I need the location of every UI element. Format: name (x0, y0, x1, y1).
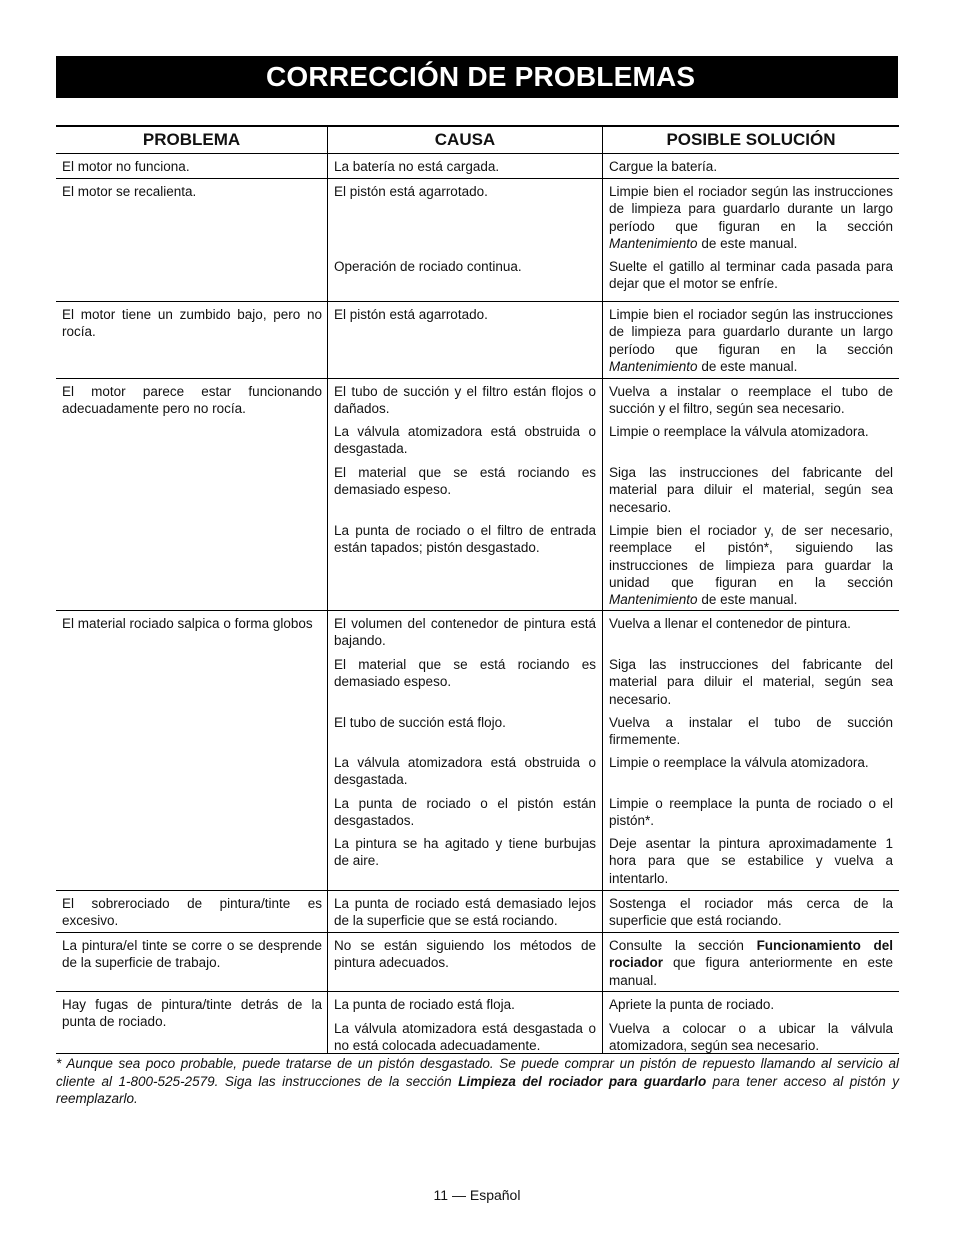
header-causa: CAUSA (328, 127, 603, 153)
table-row (56, 179, 899, 302)
solution-cell: Limpie bien el rociador y, de ser necesario, reemplace el pistón*, siguiendo las instrucciones de limpieza para guardar la unidad que figuran en la sección Mantenimiento de este manual. (609, 523, 893, 608)
table-row (56, 379, 899, 611)
solution-cell: Vuelva a instalar o reemplace el tubo de succión y el filtro, según sea necesario. (609, 384, 893, 417)
problem-cell: El motor tiene un zumbido bajo, pero no rocía. (56, 302, 328, 378)
solution-cell: Limpie bien el rociador según las instrucciones de limpieza para guardarlo durante un largo período que figuran en la sección Mantenimiento de este manual. (609, 184, 893, 251)
solution-cell: Vuelva a llenar el contenedor de pintura. (609, 616, 851, 631)
troubleshooting-table (56, 125, 899, 1054)
page-title-bar (56, 56, 898, 98)
solution-cell: Sostenga el rociador más cerca de la superficie que está rociando. (609, 896, 893, 929)
solution-cell: Limpie bien el rociador según las instrucciones de limpieza para guardarlo durante un largo período que figuran en la sección Mantenimiento de este manual. (609, 307, 893, 374)
solution-cell: Siga las instrucciones del fabricante del material para diluir el material, según sea necesario. (609, 657, 893, 707)
header-problema: PROBLEMA (56, 127, 328, 153)
table-row (56, 891, 899, 933)
cause-cell: El pistón está agarrotado. (328, 179, 603, 254)
cause-cell: La válvula atomizadora está obstruida o desgastada. (328, 419, 603, 460)
problem-cell: El material rociado salpica o forma globos (56, 611, 328, 890)
cause-cell: La punta de rociado está floja. (328, 992, 603, 1016)
cause-cell: La batería no está cargada. (328, 154, 603, 178)
table-body (56, 154, 899, 1053)
cause-cell: El material que se está rociando es demasiado espeso. (328, 460, 603, 518)
page-title: CORRECCIÓN DE PROBLEMAS (266, 61, 696, 92)
problem-cell: El sobrerociado de pintura/tinte es excesivo. (56, 891, 328, 932)
solution-cell: Suelte el gatillo al terminar cada pasada para dejar que el motor se enfríe. (609, 259, 893, 292)
solution-cell: Consulte la sección Funcionamiento del rociador que figura anteriormente en este manual. (609, 938, 893, 988)
solution-cell: Limpie o reemplace la válvula atomizadora. (609, 755, 869, 770)
problem-cell: El motor se recalienta. (56, 179, 328, 301)
header-solucion: POSIBLE SOLUCIÓN (666, 130, 836, 149)
cause-cell: La válvula atomizadora está desgastada o no está colocada adecuadamente. (328, 1016, 603, 1053)
solution-cell: Limpie o reemplace la válvula atomizadora. (609, 424, 869, 439)
cause-cell: Operación de rociado continua. (328, 254, 603, 301)
cause-cell: La punta de rociado o el pistón están desgastados. (328, 791, 603, 831)
problem-cell: Hay fugas de pintura/tinte detrás de la punta de rociado. (56, 992, 328, 1053)
cause-cell: El volumen del contenedor de pintura está bajando. (328, 611, 603, 652)
solution-cell: Cargue la batería. (609, 159, 718, 174)
cause-cell: El tubo de succión y el filtro están flojos o dañados. (328, 379, 603, 419)
cause-cell: La pintura se ha agitado y tiene burbujas de aire. (328, 831, 603, 890)
table-row (56, 154, 899, 179)
page-number: 11 — Español (433, 1187, 521, 1203)
cause-cell: No se están siguiendo los métodos de pintura adecuados. (328, 933, 603, 991)
solution-cell: Limpie o reemplace la punta de rociado o el pistón*. (609, 796, 893, 829)
solution-cell: Deje asentar la pintura aproximadamente 1 hora para que se estabilice y vuelva a intentarlo. (609, 836, 893, 886)
cause-cell: La válvula atomizadora está obstruida o desgastada. (328, 750, 603, 791)
cause-cell: La punta de rociado o el filtro de entrada están tapados; pistón desgastado. (328, 518, 603, 610)
cause-cell: El tubo de succión está flojo. (328, 710, 603, 750)
solution-cell: Vuelva a instalar el tubo de succión firmemente. (609, 715, 893, 748)
footnote: * Aunque sea poco probable, puede tratarse de un pistón desgastado. Se puede comprar un pistón de repuesto llamando al servicio al cliente al 1-800-525-2579. Siga las instrucciones de la sección Limpieza del rociador para guardarlo para tener acceso al pistón y reemplazarlo. (56, 1056, 899, 1106)
table-row (56, 611, 899, 891)
table-header (56, 127, 899, 154)
problem-cell: El motor no funciona. (56, 154, 328, 178)
solution-cell: Apriete la punta de rociado. (609, 997, 775, 1012)
cause-cell: El material que se está rociando es demasiado espeso. (328, 652, 603, 710)
problem-cell: El motor parece estar funcionando adecuadamente pero no rocía. (56, 379, 328, 610)
table-row (56, 302, 899, 379)
solution-cell: Vuelva a colocar o a ubicar la válvula atomizadora, según sea necesario. (609, 1021, 893, 1054)
solution-cell: Siga las instrucciones del fabricante del material para diluir el material, según sea necesario. (609, 465, 893, 515)
cause-cell: El pistón está agarrotado. (328, 302, 603, 378)
table-row (56, 933, 899, 992)
cause-cell: La punta de rociado está demasiado lejos de la superficie que se está rociando. (328, 891, 603, 932)
table-row (56, 992, 899, 1053)
problem-cell: La pintura/el tinte se corre o se desprende de la superficie de trabajo. (56, 933, 328, 991)
